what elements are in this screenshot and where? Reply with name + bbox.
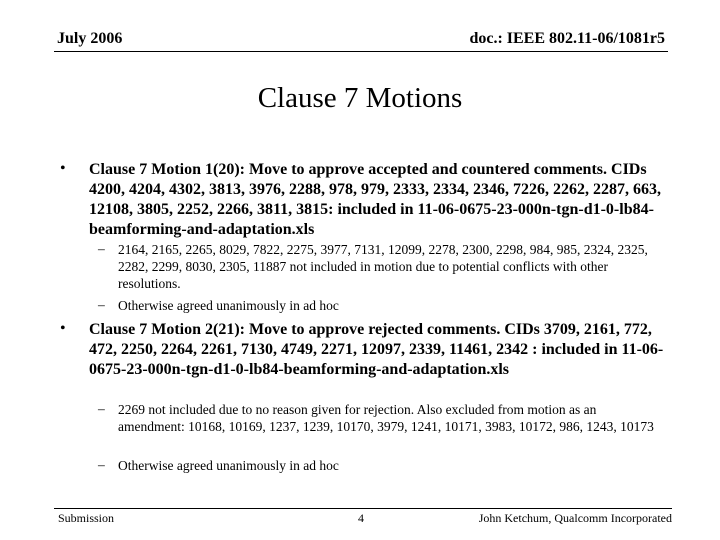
motion-1-text: Clause 7 Motion 1(20): Move to approve accepted and countered comments. CIDs 4200, 4204, 4302, 3813, 3976, 2288, 978, 979, 2333, 2334, 2346, 7226, 2262, 2287, 663, 12108, 3805, 2252, 2266, 3811, 3815: included in 11-06-0675-23-000n-tgn-d1-0-lb84-beamforming-and-adaptation.xls [89,161,661,238]
motion-2-note-excluded: 2269 not included due to no reason given for rejection. Also excluded from motion as an amendment: 10168, 10169, 1237, 1239, 10170, 3979, 1241, 10171, 3983, 10172, 986, 1243, 10173 [118,402,654,434]
page-number: 4 [358,511,364,525]
motion-1-note-agreed: Otherwise agreed unanimously in ad hoc [118,298,339,313]
motion-2-note-agreed: Otherwise agreed unanimously in ad hoc [118,458,339,473]
sub-bullet-marker: – [98,297,105,312]
slide-title: Clause 7 Motions [257,82,463,114]
bullet-marker: • [60,320,66,337]
bullet-marker: • [60,160,66,177]
sub-bullet-marker: – [98,457,105,472]
motion-2-text: Clause 7 Motion 2(21): Move to approve rejected comments. CIDs 3709, 2161, 772, 472, 2250, 2264, 2261, 7130, 4749, 2271, 12097, 2339, 11461, 2342 : included in 11-06-0675-23-000n-tgn-d1-0-lb84-beamforming-and-adaptation.xls [89,321,664,378]
footer-submission: Submission [58,511,115,525]
sub-bullet-marker: – [98,241,105,256]
header-date: July 2006 [57,30,123,47]
sub-bullet-marker: – [98,401,105,416]
footer-divider [54,508,672,509]
motion-1-note-excluded: 2164, 2165, 2265, 8029, 7822, 2275, 3977, 7131, 12099, 2278, 2300, 2298, 984, 985, 2324, 2325, 2282, 2299, 8030, 2305, 11887 not included in motion due to potential conflicts with other resolutions. [118,242,648,291]
header-divider [54,51,668,52]
footer-author: John Ketchum, Qualcomm Incorporated [478,511,672,525]
header-doc-id: doc.: IEEE 802.11-06/1081r5 [469,30,665,47]
